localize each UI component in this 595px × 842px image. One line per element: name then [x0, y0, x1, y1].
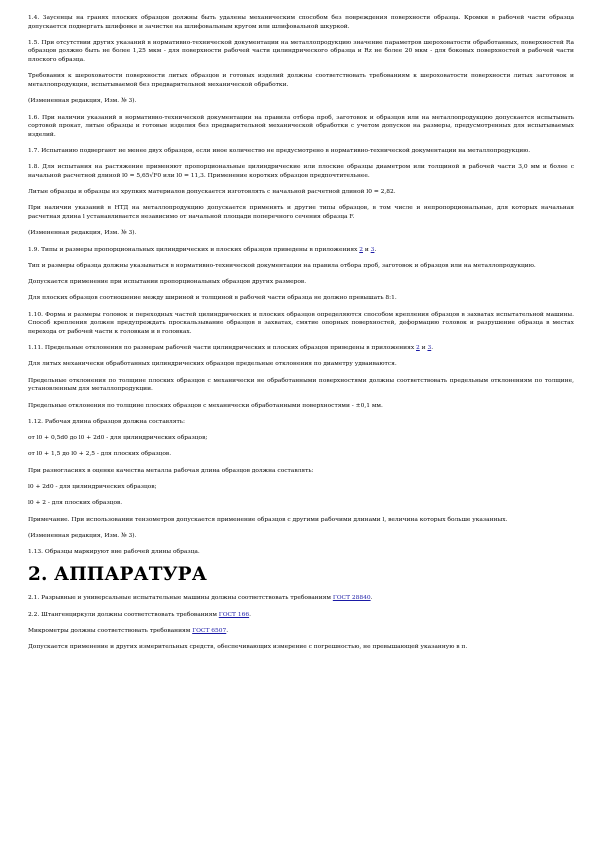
appendix-3-link[interactable]: 3	[427, 345, 432, 352]
paragraph-sample-type-spec: Тип и размеры образца должны указываться в нормативно-технической документации на правила отбора проб, заготовок и образцов или на металлопродукцию.	[28, 262, 536, 269]
paragraph-other-sample-types: При наличии указаний в НТД на металлопродукцию допускается применять и другие типы образцов, в том числе и непропорциональные, для которых начальная расчетная длина l устанавливается независимо от начальной площади поперечного сечения образца F.	[28, 205, 574, 220]
paragraph-text: и	[362, 246, 371, 253]
paragraph-roughness-requirements: Требования к шероховатости поверхности литых образцов и готовых изделий должны соответствовать требованиям к шероховатости поверхности литых заготовок и металлопродукции, испытываемой без предварительной механической обработки.	[28, 73, 574, 88]
formula-cylindrical: от l0 + 0,5d0 до l0 + 2d0 - для цилиндрических образцов;	[28, 435, 208, 442]
appendix-2-link[interactable]: 2	[416, 345, 420, 352]
revision-note: (Измененная редакция, Изм. № 3).	[28, 532, 137, 539]
paragraph-cast-tolerance: Для литых механически обработанных цилиндрических образцов предельные отклонения по диаметру удваиваются.	[28, 361, 397, 368]
paragraph-width-thickness-ratio: Для плоских образцов соотношение между шириной и толщиной в рабочей части образца не должно превышать 8:1.	[28, 295, 397, 302]
appendix-2-link[interactable]: 2	[359, 246, 363, 253]
revision-note: (Измененная редакция, Изм. № 3).	[28, 230, 137, 237]
paragraph-1-6: 1.6. При наличии указаний в нормативно-технической документации на правила отбора проб, заготовок и образцов или на металлопродукцию допускается испытывать сортовой прокат, литые образцы и готовые изделия без предварительной механической обработки с учетом допусков на размеры, предусмотренных для испытываемых изделий.	[28, 114, 574, 138]
gost-28840-link[interactable]: ГОСТ 28840	[332, 595, 371, 602]
paragraph-text: и	[419, 345, 428, 352]
gost-166-link[interactable]: ГОСТ 166	[218, 611, 250, 618]
paragraph-1-5: 1.5. При отсутствии других указаний в нормативно-технической документации на металлопродукцию значение параметров шероховатости обработанных, поверхностей Ra образцов должно быть не более 1,25 мкм - для поверхности рабочей части цилиндрического образца и Rz не более 20 мкм - для боковых поверхностей в рабочей части плоского образца.	[28, 39, 574, 64]
paragraph-machined-tolerance: Предельные отклонения по толщине плоских образцов с механически обработанными поверхностями - ±0,1 мм.	[28, 402, 383, 409]
revision-note: (Измененная редакция, Изм. № 3).	[28, 98, 137, 105]
paragraph-text: 1.11. Предельные отклонения по размерам рабочей части цилиндрических и плоских образцов приведены в приложениях	[28, 345, 417, 352]
paragraph-micrometers	[28, 627, 574, 636]
formula-flat: от l0 + 1,5 до l0 + 2,5 - для плоских образцов.	[28, 451, 172, 458]
paragraph-other-sizes: Допускается применение при испытании пропорциональных образцов других размеров.	[28, 279, 307, 286]
document-page	[28, 14, 574, 660]
paragraph-other-instruments: Допускается применение и других измерительных средств, обеспечивающих измерение с погрешностью, не превышающей указанную в п.	[28, 644, 468, 651]
paragraph-1-9	[28, 246, 574, 255]
formula-dispute-cylindrical: l0 + 2d0 - для цилиндрических образцов;	[28, 484, 157, 490]
paragraph-1-8: 1.8. Для испытания на растяжение применяют пропорциональные цилиндрические или плоские образцы диаметром или толщиной в рабочей части 3,0 мм и более с начальной расчетной длиной l0 = 5,65√F0 или l0 = 11,3. Применение коротких образцов предпочтительнее.	[28, 164, 574, 179]
paragraph-cast-samples: Литые образцы и образцы из хрупких материалов допускается изготовлять с начальной расчетной длиной l0 = 2,82.	[28, 189, 396, 196]
paragraph-text: .	[249, 611, 251, 618]
paragraph-text: 2.2. Штангенциркули должны соответствовать требованиям	[28, 611, 219, 618]
paragraph-1-13: 1.13. Образцы маркируют вне рабочей длины образца.	[28, 549, 200, 556]
formula-dispute-flat: l0 + 2 - для плоских образцов.	[28, 500, 123, 507]
section-heading: 2. АППАРАТУРА	[28, 564, 207, 586]
paragraph-1-12: 1.12. Рабочая длина образцов должна составлять:	[28, 418, 185, 425]
paragraph-1-11	[28, 344, 574, 353]
paragraph-unmachined-tolerance: Предельные отклонения по толщине плоских образцов с механически не обработанными поверхностями должны соответствовать предельным отклонениям по толщине, установленным для металлопродукции.	[28, 377, 574, 393]
paragraph-2-2	[28, 611, 574, 620]
paragraph-note: Примечание. При использовании тензометров допускается применение образцов с другими рабочими длинами l, величина которых больше указанных.	[28, 516, 508, 523]
paragraph-text: .	[431, 345, 434, 352]
appendix-3-link[interactable]: 3	[370, 246, 375, 253]
paragraph-text: Микрометры должны соответствовать требованиям	[28, 627, 193, 634]
paragraph-1-4: 1.4. Заусенцы на гранях плоских образцов должны быть удалены механическим способом без повреждения поверхности образца. Кромки в рабочей части образца допускается подвергать шлифовке и зачистке на шлифовальным кругом или шлифовальной шкуркой.	[28, 15, 574, 30]
paragraph-1-10: 1.10. Форма и размеры головок и переходных частей цилиндрических и плоских образцов определяются способом крепления образцов в захватах испытательной машины. Способ крепления должен предупреждать проскальзывание образцов в захватах, смятие опорных поверхностей, деформацию головок и разрушение образца в местах перехода от рабочей части к головкам и в головках.	[28, 311, 574, 335]
paragraph-disputes: При разногласиях в оценке качества металла рабочая длина образцов должна составлять:	[28, 467, 314, 474]
paragraph-2-1	[28, 594, 574, 603]
paragraph-1-7: 1.7. Испытанию подвергают не менее двух образцов, если иное количество не предусмотрено в нормативно-технической документации на металлопродукцию.	[28, 147, 531, 154]
gost-6507-link[interactable]: ГОСТ 6507	[192, 627, 227, 634]
paragraph-text: 1.9. Типы и размеры пропорциональных цилиндрических и плоских образцов приведены в приложениях	[28, 246, 360, 253]
paragraph-text: 2.1. Разрывные и универсальные испытательные машины должны соответствовать требованиям	[28, 595, 333, 602]
paragraph-text: .	[226, 627, 229, 634]
paragraph-text: .	[370, 595, 373, 602]
paragraph-text: .	[374, 246, 377, 253]
